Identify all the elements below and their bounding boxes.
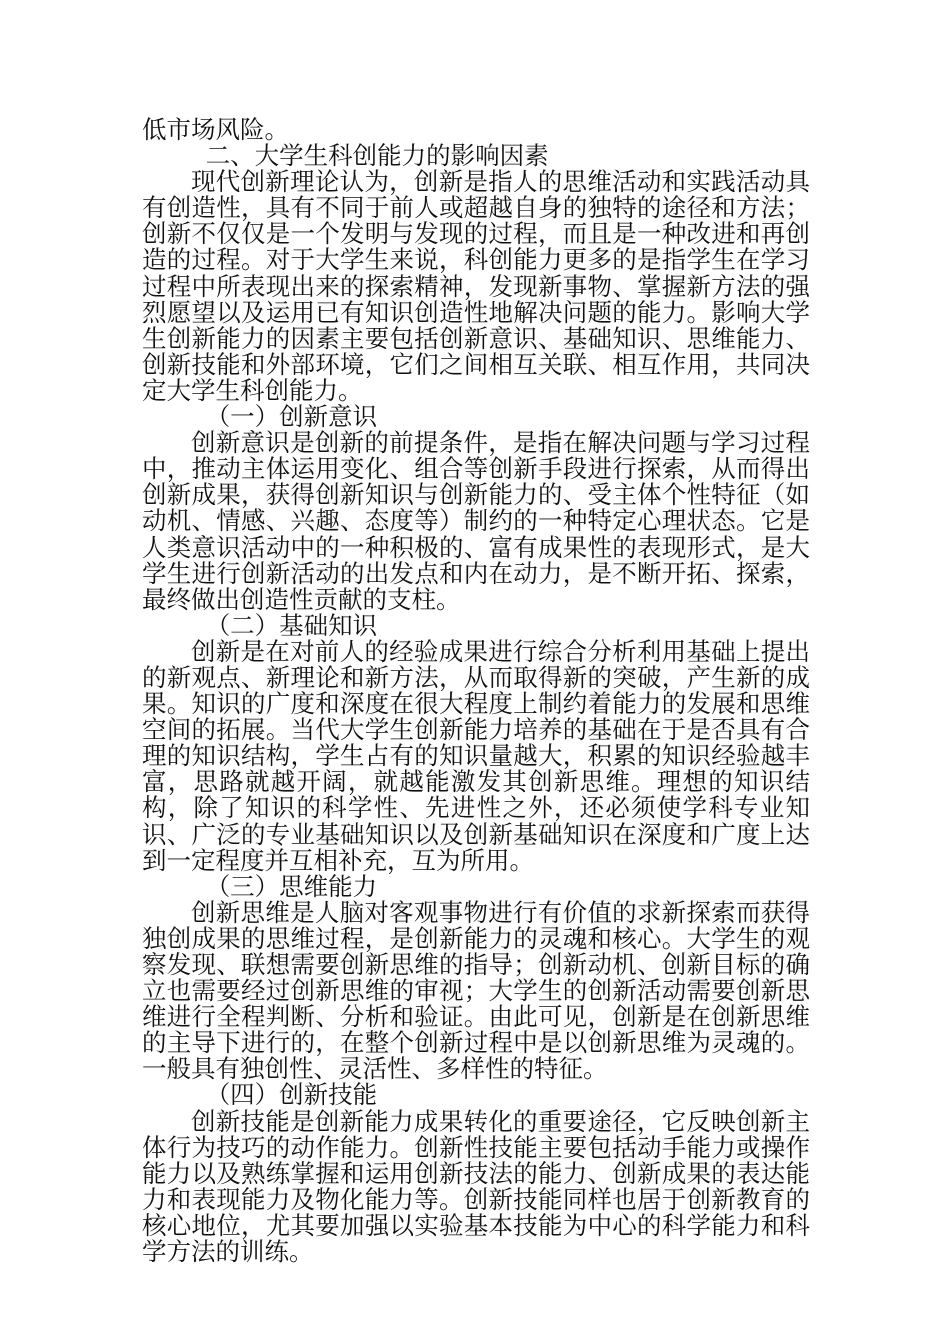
paragraph-innovation-awareness: 创新意识是创新的前提条件，是指在解决问题与学习过程中，推动主体运用变化、组合等创新手段进行探索，从而得出创新成果，获得创新知识与创新能力的、受主体个性特征（如动机、情感、兴趣、态度等）制约的一种特定心理状态。它是人类意识活动中的一种积极的、富有成果性的表现形式，是大学生进行创新活动的出发点和内在动力，是不断开拓、探索，最终做出创造性贡献的支柱。 [142,428,810,614]
document-page [142,117,810,1265]
subheading-innovation-skills: （四）创新技能 [205,1080,378,1110]
subheading-basic-knowledge: （二）基础知识 [205,610,378,640]
paragraph-innovation-skills: 创新技能是创新能力成果转化的重要途径，它反映创新主体行为技巧的动作能力。创新性技能主要包括动手能力或操作能力以及熟练掌握和运用创新技法的能力、创新成果的表达能力和表现能力及物化能力等。创新技能同样也居于创新教育的核心地位，尤其要加强以实验基本技能为中心的科学能力和科学方法的训练。 [142,1106,810,1267]
paragraph-basic-knowledge: 创新是在对前人的经验成果进行综合分析利用基础上提出的新观点、新理论和新方法，从而取得新的突破，产生新的成果。知识的广度和深度在很大程度上制约着能力的发展和思维空间的拓展。当代大学生创新能力培养的基础在于是否具有合理的知识结构，学生占有的知识量越大，积累的知识经验越丰富，思路就越开阔，就越能激发其创新思维。理想的知识结构，除了知识的科学性、先进性之外，还必须使学科专业知识、广泛的专业基础知识以及创新基础知识在深度和广度上达到一定程度并互相补充，互为所用。 [142,636,810,875]
paragraph-intro: 现代创新理论认为，创新是指人的思维活动和实践活动具有创造性，具有不同于前人或超越自身的独特的途径和方法；创新不仅仅是一个发明与发现的过程，而且是一种改进和再创造的过程。对于大学生来说，科创能力更多的是指学生在学习过程中所表现出来的探索精神，发现新事物、掌握新方法的强烈愿望以及运用已有知识创造性地解决问题的能力。影响大学生创新能力的因素主要包括创新意识、基础知识、思维能力、创新技能和外部环境，它们之间相互关联、相互作用，共同决定大学生科创能力。 [142,167,810,405]
paragraph-thinking-ability: 创新思维是人脑对客观事物进行有价值的求新探索而获得独创成果的思维过程，是创新能力的灵魂和核心。大学生的观察发现、联想需要创新思维的指导；创新动机、创新目标的确立也需要经过创新思维的审视；大学生的创新活动需要创新思维进行全程判断、分析和验证。由此可见，创新是在创新思维的主导下进行的，在整个创新过程中是以创新思维为灵魂的。一般具有独创性、灵活性、多样性的特征。 [142,897,810,1084]
continuation-text: 低市场风险。 [142,115,289,144]
subheading-innovation-awareness: （一）创新意识 [205,402,378,432]
section-heading: 二、大学生科创能力的影响因素 [205,141,549,171]
subheading-thinking-ability: （三）思维能力 [205,871,378,901]
